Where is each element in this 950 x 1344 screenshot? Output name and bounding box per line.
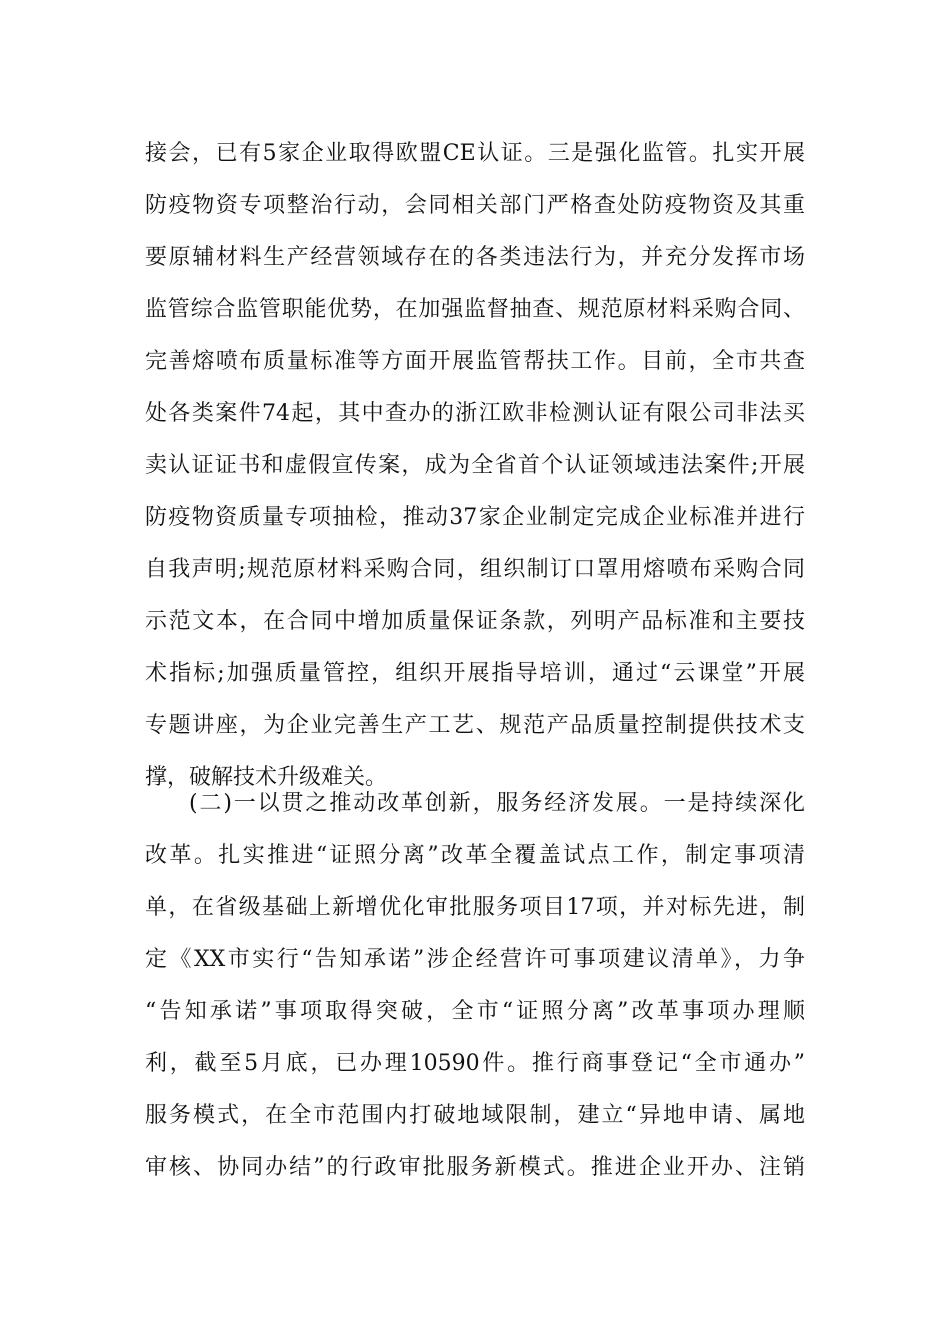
text-line: 服务模式，在全市范围内打破地域限制，建立“异地申请、属地 [145, 1103, 805, 1128]
text-line: 利，截至5月底，已办理10590件。推行商事登记“全市通办” [145, 1051, 805, 1076]
paragraph-heading-line: (二)一以贯之推动改革创新，服务经济发展。一是持续深化 [189, 791, 805, 816]
text-line: 接会，已有5家企业取得欧盟CE认证。三是强化监管。扎实开展 [145, 141, 805, 166]
text-line: 改革。扎实推进“证照分离”改革全覆盖试点工作，制定事项清 [145, 843, 805, 868]
text-line-last: 撑，破解技术升级难关。 [145, 765, 388, 790]
text-line: 定《XX市实行“告知承诺”涉企经营许可事项建议清单》，力争 [145, 947, 805, 972]
text-line: 术指标;加强质量管控，组织开展指导培训，通过“云课堂”开展 [145, 661, 805, 686]
text-line: 防疫物资专项整治行动，会同相关部门严格查处防疫物资及其重 [145, 193, 805, 218]
text-line: 完善熔喷布质量标准等方面开展监管帮扶工作。目前，全市共查 [145, 349, 805, 374]
text-line: 监管综合监管职能优势，在加强监督抽查、规范原材料采购合同、 [145, 297, 805, 322]
text-line: 防疫物资质量专项抽检，推动37家企业制定完成企业标准并进行 [145, 505, 805, 530]
text-line: 要原辅材料生产经营领域存在的各类违法行为，并充分发挥市场 [145, 245, 805, 270]
text-line: 自我声明;规范原材料采购合同，组织制订口罩用熔喷布采购合同 [145, 557, 805, 582]
text-line: 处各类案件74起，其中查办的浙江欧非检测认证有限公司非法买 [145, 401, 805, 426]
text-line: 卖认证证书和虚假宣传案，成为全省首个认证领域违法案件;开展 [145, 453, 805, 478]
paragraph-supervision [145, 128, 805, 804]
paragraph-reform [145, 778, 805, 1194]
text-line: “告知承诺”事项取得突破，全市“证照分离”改革事项办理顺 [145, 999, 805, 1024]
text-line: 单，在省级基础上新增优化审批服务项目17项，并对标先进，制 [145, 895, 805, 920]
text-line: 示范文本，在合同中增加质量保证条款，列明产品标准和主要技 [145, 609, 805, 634]
text-line: 审核、协同办结”的行政审批服务新模式。推进企业开办、注销 [145, 1155, 805, 1180]
text-line: 专题讲座，为企业完善生产工艺、规范产品质量控制提供技术支 [145, 713, 805, 738]
